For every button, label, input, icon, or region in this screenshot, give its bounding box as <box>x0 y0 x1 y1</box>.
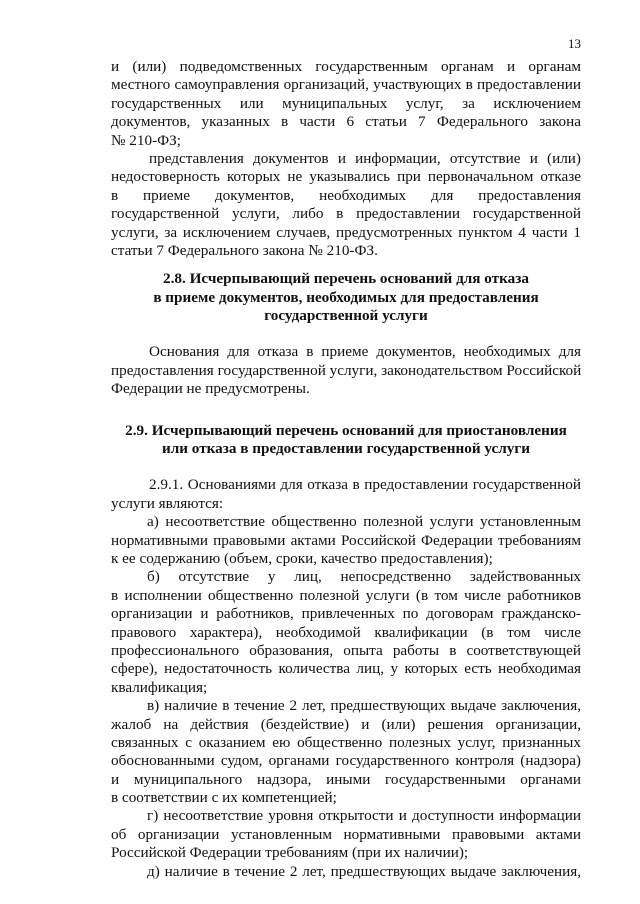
heading-line: или отказа в предоставлении государственной услуги <box>161 440 530 458</box>
text-line: № 210-ФЗ; <box>111 131 181 149</box>
text-line: услуги являются: <box>111 494 224 512</box>
list-item-d <box>111 863 581 881</box>
text-line: к ее содержанию (объем, сроки, качество предоставления); <box>111 549 493 567</box>
section-2-8-body <box>111 343 581 398</box>
text-line: в соответствии с их компетенцией; <box>111 789 337 807</box>
section-2-9-intro <box>111 476 581 513</box>
text-line: Основания для отказа в приеме документов, необходимых для <box>149 343 581 361</box>
text-line: в исполнении общественно полезной услуги (в том числе работников <box>111 586 581 604</box>
text-line: правового характера), необходимой квалификации (в том числе <box>111 623 581 641</box>
text-line: профессионального образования, опыта работы в соответствующей <box>111 641 581 659</box>
text-line: Российской Федерации требованиям (при их наличии); <box>111 844 469 862</box>
page-number: 13 <box>568 36 581 51</box>
text-line: нормативными правовыми актами Российской Федерации требованиям <box>111 531 581 549</box>
list-item-g <box>111 807 581 862</box>
heading-line: в приеме документов, необходимых для предоставления <box>153 288 539 306</box>
text-line: статьи 7 Федерального закона № 210-ФЗ. <box>111 241 378 259</box>
heading-line: 2.9. Исчерпывающий перечень оснований для приостановления <box>125 421 567 439</box>
text-line: г) несоответствие уровня открытости и доступности информации <box>147 807 581 825</box>
text-line: Федерации не предусмотрены. <box>111 380 310 398</box>
text-line: государственной услуги, либо в предоставлении государственной <box>111 205 581 223</box>
text-line: в) наличие в течение 2 лет, предшествующих выдаче заключения, <box>147 697 581 715</box>
heading-line: 2.8. Исчерпывающий перечень оснований для отказа <box>163 270 529 288</box>
text-line: недостоверность которых не указывались при первоначальном отказе <box>111 168 581 186</box>
section-2-9-heading <box>111 422 581 459</box>
text-line: в приеме документов, необходимых для предоставления <box>111 186 581 204</box>
list-item-a <box>111 513 581 568</box>
list-item-v <box>111 697 581 807</box>
text-line: и муниципального надзора, иными государственными органами <box>111 770 581 788</box>
page-content <box>111 58 581 881</box>
text-line: д) наличие в течение 2 лет, предшествующих выдаче заключения, <box>147 862 581 880</box>
text-line: и (или) подведомственных государственным органам и органам <box>111 58 581 75</box>
text-line: а) несоответствие общественно полезной услуги установленным <box>147 513 581 531</box>
text-line: организации и работников, привлеченных по договорам гражданско- <box>111 605 581 623</box>
invalidity-paragraph <box>111 150 581 260</box>
text-line: обоснованными судом, органами государственного контроля (надзора) <box>111 752 581 770</box>
text-line: государственных или муниципальных услуг, за исключением <box>111 94 581 112</box>
text-line: предоставления государственной услуги, законодательством Российской <box>111 361 581 379</box>
text-line: местного самоуправления организаций, участвующих в предоставлении <box>111 76 581 94</box>
intro-paragraph <box>111 58 581 150</box>
text-line: связанных с оказанием ею общественно полезных услуг, признанных <box>111 733 581 751</box>
text-line: 2.9.1. Основаниями для отказа в предоставлении государственной <box>149 476 581 494</box>
heading-line: государственной услуги <box>264 307 428 325</box>
text-line: жалоб на действия (бездействие) и (или) решения организации, <box>111 715 581 733</box>
text-line: услуги, за исключением случаев, предусмотренных пунктом 4 части 1 <box>111 223 581 241</box>
text-line: б) отсутствие у лиц, непосредственно задействованных <box>147 568 581 586</box>
text-line: об организации установленным нормативными правовыми актами <box>111 825 581 843</box>
text-line: представления документов и информации, отсутствие и (или) <box>149 149 581 167</box>
text-line: документов, указанных в части 6 статьи 7 Федерального закона <box>111 113 581 131</box>
text-line: сфере), недостаточность количества лиц, у которых есть необходимая <box>111 660 581 678</box>
section-2-8-heading <box>111 270 581 325</box>
text-line: квалификация; <box>111 678 208 696</box>
list-item-b <box>111 568 581 697</box>
